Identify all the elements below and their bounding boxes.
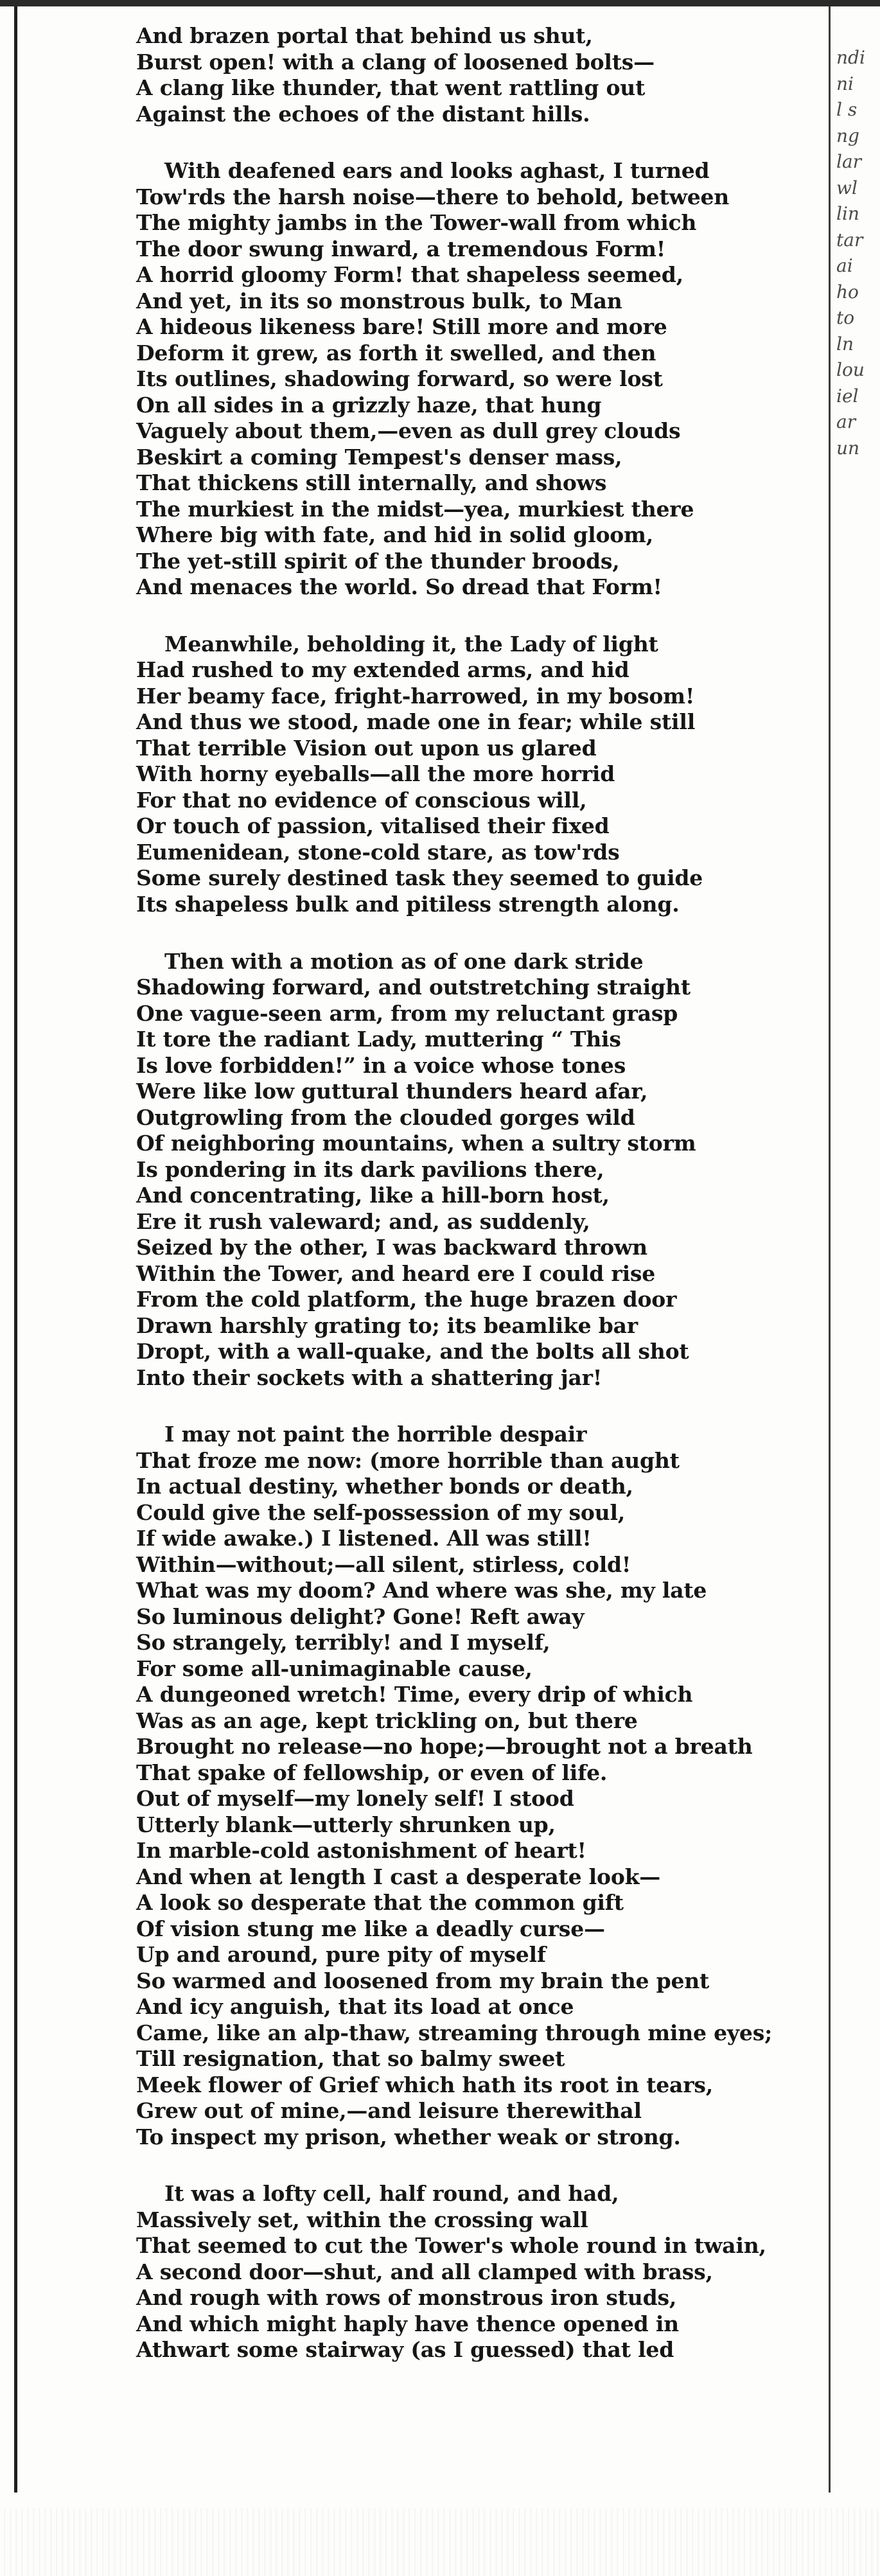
margin-fragment: ndi xyxy=(836,47,865,68)
margin-fragment: ng xyxy=(836,125,859,146)
poem-line: Or touch of passion, vitalised their fixed xyxy=(136,813,610,839)
margin-fragment: l s xyxy=(836,99,858,120)
margin-fragment: lin xyxy=(836,203,859,224)
poem-line: And menaces the world. So dread that Form! xyxy=(136,574,662,600)
poem-line: A horrid gloomy Form! that shapeless seemed, xyxy=(136,262,683,288)
poem-line: The mighty jambs in the Tower-wall from which xyxy=(136,210,697,236)
margin-fragment: iel xyxy=(836,385,859,407)
margin-fragment: ar xyxy=(836,411,856,432)
poem-line: That terrible Vision out upon us glared xyxy=(136,735,597,761)
poem-line: Vaguely about them,—even as dull grey clouds xyxy=(136,418,681,444)
poem-line: Seized by the other, I was backward thrown xyxy=(136,1235,647,1260)
poem-line: What was my doom? And where was she, my late xyxy=(136,1578,707,1603)
poem-line: For some all-unimaginable cause, xyxy=(136,1655,532,1681)
poem-line-italic-quote-start: It tore the radiant Lady, muttering “ This xyxy=(136,1027,621,1052)
poem-line: Against the echoes of the distant hills. xyxy=(136,101,590,127)
poem-line: Out of myself—my lonely self! I stood xyxy=(136,1786,574,1812)
poem-line: For that no evidence of conscious will, xyxy=(136,787,587,813)
stanza-3 xyxy=(136,631,823,918)
poem-line: Eumenidean, stone-cold stare, as tow'rds xyxy=(136,839,620,865)
poem-line: A second door—shut, and all clamped with brass, xyxy=(136,2259,713,2284)
poem-line: Shadowing forward, and outstretching straight xyxy=(136,975,691,1000)
poem-line: The murkiest in the midst—yea, murkiest there xyxy=(136,496,694,522)
poem-line: Is pondering in its dark pavilions there, xyxy=(136,1156,604,1182)
poem-line: Till resignation, that so balmy sweet xyxy=(136,2046,565,2072)
margin-fragment: wl xyxy=(836,177,858,198)
poem-line: A hideous likeness bare! Still more and more xyxy=(136,314,667,340)
poem-line: The door swung inward, a tremendous Form! xyxy=(136,236,666,261)
poem-line: Some surely destined task they seemed to guide xyxy=(136,865,703,891)
poem-line: A dungeoned wretch! Time, every drip of which xyxy=(136,1682,693,1707)
poem-line: Were like low guttural thunders heard afar, xyxy=(136,1079,648,1104)
poem-line: Drawn harshly grating to; its beamlike bar xyxy=(136,1312,638,1338)
poem-line: So luminous delight? Gone! Reft away xyxy=(136,1603,585,1629)
margin-fragment: ai xyxy=(836,255,853,276)
poem-line: To inspect my prison, whether weak or strong. xyxy=(136,2124,681,2149)
page-bottom-edge xyxy=(0,2509,880,2576)
margin-fragment: un xyxy=(836,437,860,459)
poem-line: That seemed to cut the Tower's whole round in twain, xyxy=(136,2233,766,2259)
poem-line: Could give the self-possession of my soul, xyxy=(136,1499,626,1525)
stanza-1 xyxy=(136,23,823,127)
poem-line: On all sides in a grizzly haze, that hung xyxy=(136,392,602,418)
margin-fragment: tar xyxy=(836,229,863,251)
poem-line: Was as an age, kept trickling on, but there xyxy=(136,1707,638,1733)
margin-fragment: ni xyxy=(836,73,854,94)
poem-line: And thus we stood, made one in fear; while still xyxy=(136,709,696,735)
poem-line: Brought no release—no hope;—brought not a breath xyxy=(136,1734,753,1760)
poem-line: Of neighboring mountains, when a sultry storm xyxy=(136,1131,696,1156)
poem-line: With horny eyeballs—all the more horrid xyxy=(136,761,615,787)
poem-line: In actual destiny, whether bonds or death, xyxy=(136,1474,633,1499)
poem-line: Had rushed to my extended arms, and hid xyxy=(136,657,629,683)
poem-line: Athwart some stairway (as I guessed) that led xyxy=(136,2337,674,2363)
column-divider-rule xyxy=(829,6,831,2492)
poem-line: Deform it grew, as forth it swelled, and then xyxy=(136,340,656,366)
poem-line: Her beamy face, fright-harrowed, in my bosom! xyxy=(136,683,695,709)
poem-line: The yet-still spirit of the thunder broods, xyxy=(136,548,620,574)
poem-line: Where big with fate, and hid in solid gloom, xyxy=(136,522,654,548)
stanza-5 xyxy=(136,1422,823,2150)
poem-line: With deafened ears and looks aghast, I turned xyxy=(164,158,710,184)
margin-fragment: ho xyxy=(836,281,859,303)
poem-line: Its shapeless bulk and pitiless strength along. xyxy=(136,891,680,917)
poem-line: One vague-seen arm, from my reluctant grasp xyxy=(136,1000,678,1026)
poem-line: Burst open! with a clang of loosened bolts— xyxy=(136,49,655,75)
poem-line: Meek flower of Grief which hath its root in tears, xyxy=(136,2072,714,2097)
poem-line: And which might haply have thence opened in xyxy=(136,2311,679,2336)
poem-line: And icy anguish, that its load at once xyxy=(136,1994,574,2020)
poem-line: And concentrating, like a hill-born host, xyxy=(136,1183,610,1208)
poem-line: From the cold platform, the huge brazen door xyxy=(136,1287,677,1312)
stanza-2 xyxy=(136,158,823,601)
poem-line: Within the Tower, and heard ere I could rise xyxy=(136,1260,656,1286)
poem-line: Came, like an alp-thaw, streaming through mine eyes; xyxy=(136,2020,773,2045)
poem-line: So strangely, terribly! and I myself, xyxy=(136,1630,550,1655)
poem-line: And rough with rows of monstrous iron studs, xyxy=(136,2285,677,2311)
poem-line: A look so desperate that the common gift xyxy=(136,1890,624,1916)
left-column-rule xyxy=(14,6,17,2492)
poem-line: Utterly blank—utterly shrunken up, xyxy=(136,1812,556,1837)
poem-line: Grew out of mine,—and leisure therewithal xyxy=(136,2098,642,2124)
poem-line: That spake of fellowship, or even of life. xyxy=(136,1760,608,1785)
adjacent-column-fragments xyxy=(836,45,880,461)
poem-line: I may not paint the horrible despair xyxy=(164,1422,587,1447)
poem-line: Massively set, within the crossing wall xyxy=(136,2207,588,2232)
poem-line: Then with a motion as of one dark stride xyxy=(164,948,644,974)
poem-line: If wide awake.) I listened. All was still! xyxy=(136,1526,592,1551)
poem-line: A clang like thunder, that went rattling out xyxy=(136,75,646,100)
poem-line: That thickens still internally, and shows xyxy=(136,470,607,496)
top-rule xyxy=(0,0,880,6)
poem-line: Up and around, pure pity of myself xyxy=(136,1942,546,1968)
poem-line: It was a lofty cell, half round, and had, xyxy=(164,2181,619,2207)
poem-line: And brazen portal that behind us shut, xyxy=(136,23,593,48)
poem-line: Its outlines, shadowing forward, so were lost xyxy=(136,366,663,392)
poem-line-italic-quote-end: Is love forbidden!” in a voice whose tones xyxy=(136,1052,626,1078)
margin-fragment: ln xyxy=(836,333,854,355)
poem-line: Meanwhile, beholding it, the Lady of light xyxy=(164,631,658,657)
poem-line: Tow'rds the harsh noise—there to behold, between xyxy=(136,184,730,209)
poem-line: Into their sockets with a shattering jar! xyxy=(136,1364,603,1390)
poem-line: Ere it rush valeward; and, as suddenly, xyxy=(136,1208,590,1234)
margin-fragment: lou xyxy=(836,359,865,380)
poem-line: That froze me now: (more horrible than aught xyxy=(136,1447,680,1473)
poem-line: Dropt, with a wall-quake, and the bolts all shot xyxy=(136,1339,689,1364)
stanza-4 xyxy=(136,949,823,1391)
poem-line: And when at length I cast a desperate look— xyxy=(136,1864,661,1889)
stanza-6 xyxy=(136,2181,823,2363)
poem-line: In marble-cold astonishment of heart! xyxy=(136,1838,586,1864)
poem-column xyxy=(136,23,823,2394)
poem-line: Beskirt a coming Tempest's denser mass, xyxy=(136,444,622,470)
poem-line: Outgrowling from the clouded gorges wild xyxy=(136,1104,635,1130)
poem-line: Within—without;—all silent, stirless, cold! xyxy=(136,1551,631,1577)
margin-fragment: lar xyxy=(836,151,862,172)
margin-fragment: to xyxy=(836,307,855,328)
poem-line: And yet, in its so monstrous bulk, to Man xyxy=(136,288,622,313)
poem-line: Of vision stung me like a deadly curse— xyxy=(136,1916,605,1941)
poem-line: So warmed and loosened from my brain the pent xyxy=(136,1968,710,1993)
